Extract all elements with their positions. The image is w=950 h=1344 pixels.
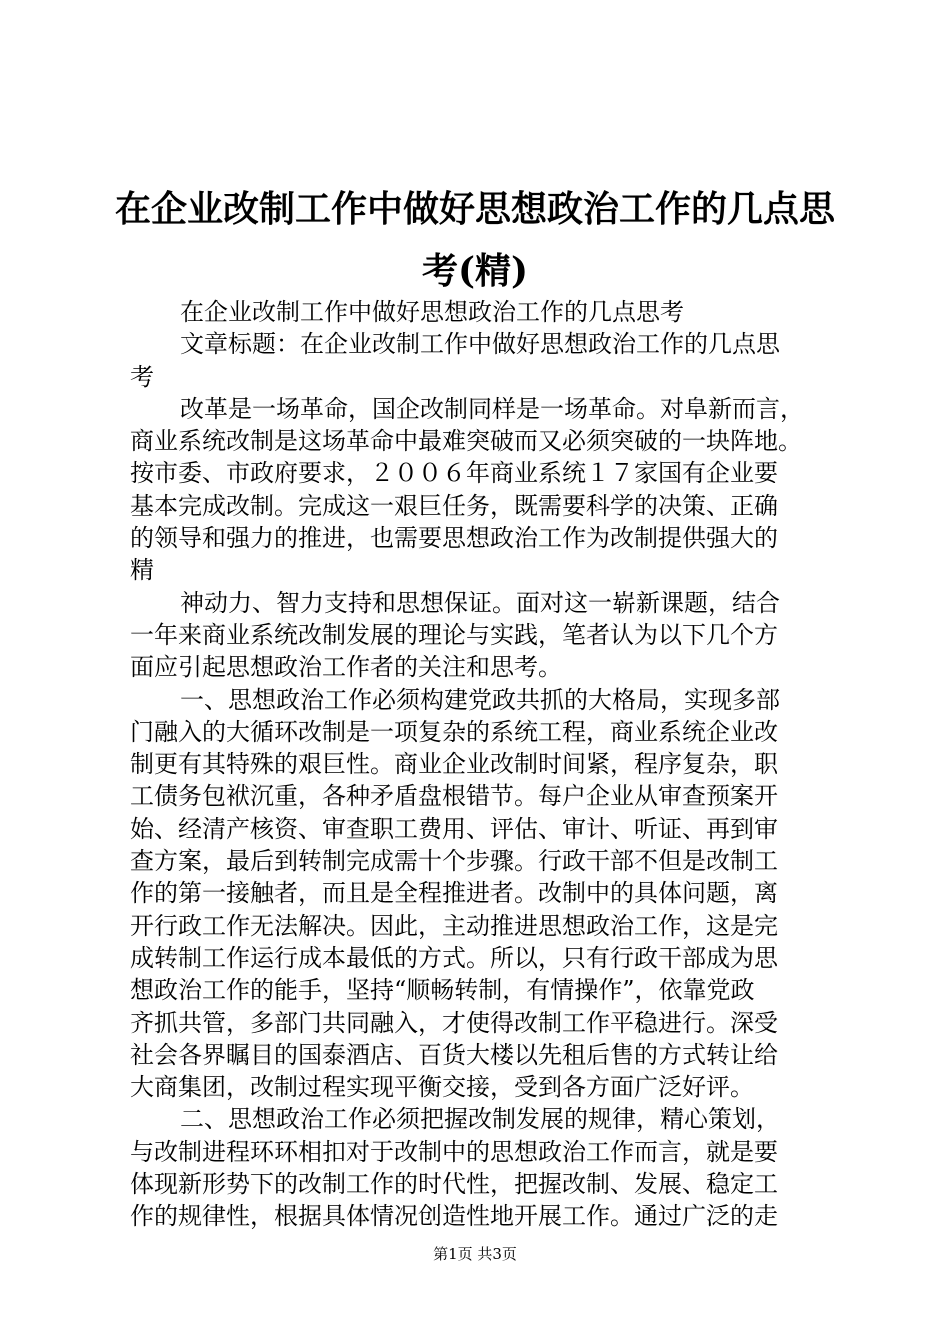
body-line: 大商集团，改制过程实现平衡交接，受到各方面广泛好评。 bbox=[130, 1073, 754, 1102]
document-body bbox=[130, 296, 830, 1233]
body-line: 想政治工作的能手，坚持“顺畅转制，有情操作”，依靠党政 bbox=[130, 976, 755, 1005]
body-line: 作的第一接触者，而且是全程推进者。改制中的具体问题，离 bbox=[130, 879, 778, 908]
body-line: 二、思想政治工作必须把握改制发展的规律，精心策划， bbox=[180, 1105, 780, 1134]
body-line: 一、思想政治工作必须构建党政共抓的大格局，实现多部 bbox=[180, 685, 780, 714]
body-line: 社会各界瞩目的国泰酒店、百货大楼以先租后售的方式转让给 bbox=[130, 1040, 778, 1069]
title-line-1: 在企业改制工作中做好思想政治工作的几点思 bbox=[114, 188, 835, 230]
body-line: 文章标题：在企业改制工作中做好思想政治工作的几点思 bbox=[180, 330, 780, 359]
body-line: 成转制工作运行成本最低的方式。所以，只有行政干部成为思 bbox=[130, 943, 778, 972]
body-line: 商业系统改制是这场革命中最难突破而又必须突破的一块阵地。 bbox=[130, 427, 802, 456]
body-line: 门融入的大循环改制是一项复杂的系统工程，商业系统企业改 bbox=[130, 717, 778, 746]
body-line: 的领导和强力的推进，也需要思想政治工作为改制提供强大的 bbox=[130, 524, 778, 553]
body-line: 基本完成改制。完成这一艰巨任务，既需要科学的决策、正确 bbox=[130, 491, 778, 520]
document-title bbox=[100, 178, 850, 302]
body-line: 始、经清产核资、审查职工费用、评估、审计、听证、再到审 bbox=[130, 814, 778, 843]
body-line: 精 bbox=[130, 556, 154, 585]
body-line: 开行政工作无法解决。因此，主动推进思想政治工作，这是完 bbox=[130, 911, 778, 940]
body-line: 作的规律性，根据具体情况创造性地开展工作。通过广泛的走 bbox=[130, 1202, 778, 1231]
body-line: 面应引起思想政治工作者的关注和思考。 bbox=[130, 653, 562, 682]
body-line: 神动力、智力支持和思想保证。面对这一崭新课题，结合 bbox=[180, 588, 780, 617]
body-line: 按市委、市政府要求，２００６年商业系统１７家国有企业要 bbox=[130, 459, 778, 488]
page-footer: 第1页 共3页 bbox=[433, 1245, 517, 1263]
body-line: 查方案，最后到转制完成需十个步骤。行政干部不但是改制工 bbox=[130, 847, 778, 876]
body-line: 在企业改制工作中做好思想政治工作的几点思考 bbox=[180, 298, 684, 326]
body-line: 体现新形势下的改制工作的时代性，把握改制、发展、稳定工 bbox=[130, 1170, 778, 1199]
body-line: 一年来商业系统改制发展的理论与实践，笔者认为以下几个方 bbox=[130, 620, 778, 649]
body-line: 改革是一场革命，国企改制同样是一场革命。对阜新而言， bbox=[180, 394, 804, 423]
body-line: 工债务包袱沉重，各种矛盾盘根错节。每户企业从审查预案开 bbox=[130, 782, 778, 811]
body-line: 齐抓共管，多部门共同融入，才使得改制工作平稳进行。深受 bbox=[130, 1008, 778, 1037]
body-line: 制更有其特殊的艰巨性。商业企业改制时间紧，程序复杂，职 bbox=[130, 750, 778, 779]
body-line: 与改制进程环环相扣对于改制中的思想政治工作而言，就是要 bbox=[130, 1137, 778, 1166]
title-line-2: 考(精) bbox=[421, 250, 529, 292]
body-line: 考 bbox=[130, 362, 154, 391]
